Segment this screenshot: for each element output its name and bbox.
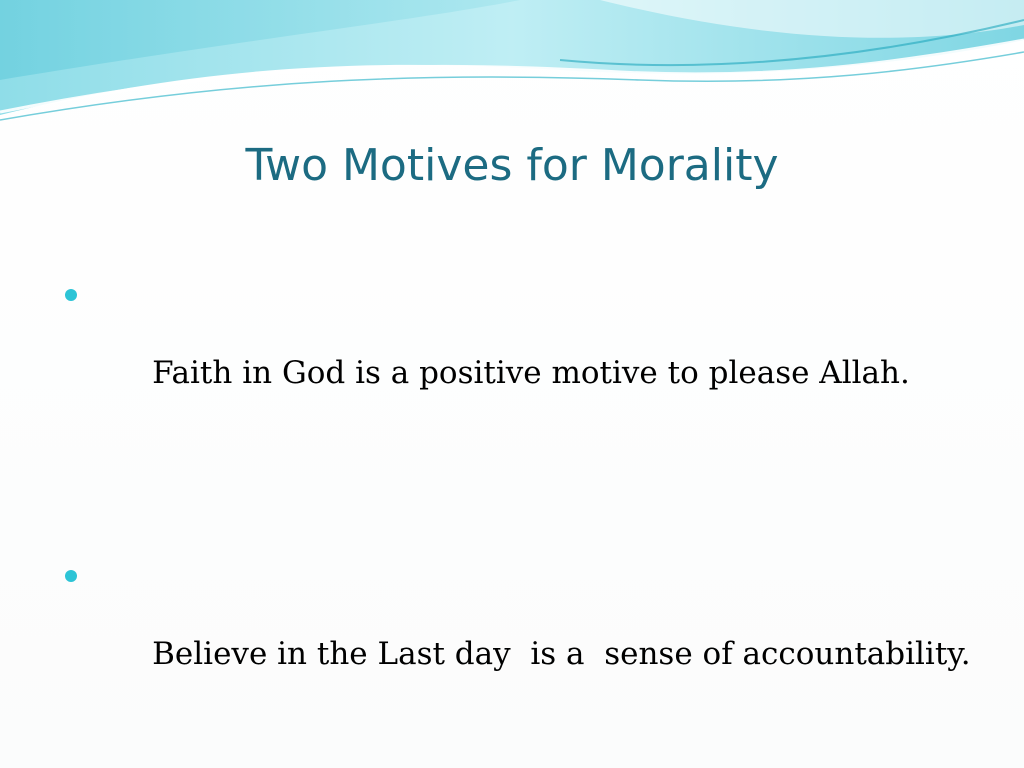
bullet-item-last-day — [60, 553, 990, 714]
bullet-text: Faith in God is a positive motive to please Allah. — [152, 354, 910, 391]
bullet-icon — [65, 289, 77, 301]
slide-title: Two Motives for Morality — [245, 140, 779, 191]
bullet-list — [60, 272, 990, 714]
bullet-item-faith — [60, 272, 990, 433]
bullet-text: Believe in the Last day is a sense of accountability. — [152, 635, 971, 672]
bullet-icon — [65, 570, 77, 582]
decorative-wave-header — [0, 0, 1024, 130]
